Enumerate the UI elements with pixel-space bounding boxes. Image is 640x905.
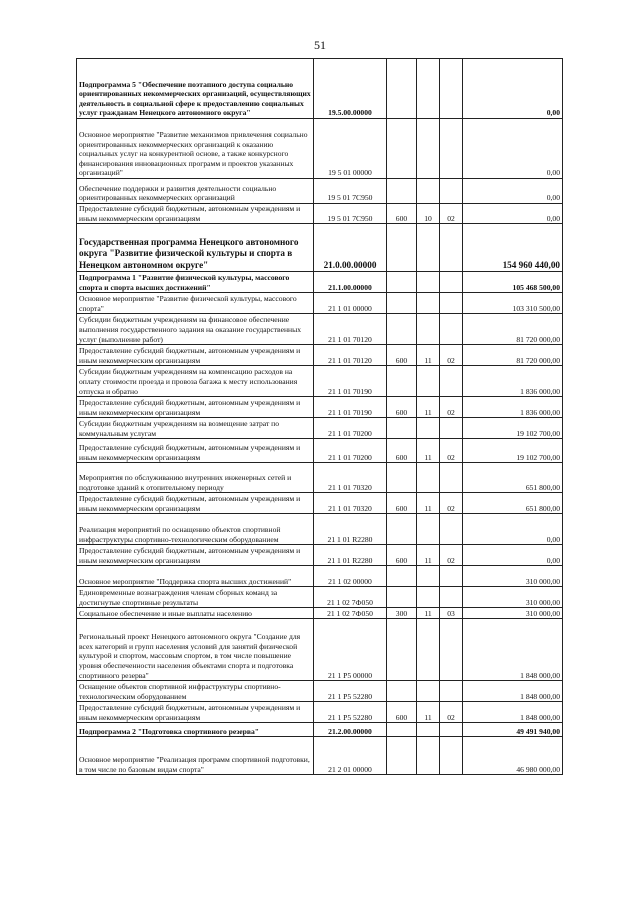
table-row <box>77 463 563 493</box>
row-code: 21 1 01 R2280 <box>314 514 387 545</box>
table-row <box>77 204 563 224</box>
row-rz: 11 <box>417 702 440 723</box>
row-sum: 0,00 <box>463 119 563 179</box>
row-sum: 0,00 <box>463 59 563 119</box>
row-pr <box>440 681 463 702</box>
row-code: 21 1 01 70200 <box>314 439 387 463</box>
row-pr <box>440 59 463 119</box>
row-code: 19 5 01 7С950 <box>314 179 387 204</box>
row-sum: 81 720 000,00 <box>463 314 563 345</box>
row-sum: 651 800,00 <box>463 463 563 493</box>
table-row <box>77 293 563 314</box>
row-code: 21 1 02 7Ф050 <box>314 587 387 608</box>
table-row <box>77 493 563 514</box>
row-vr <box>387 587 417 608</box>
row-vr <box>387 723 417 737</box>
row-code: 21.0.00.00000 <box>314 224 387 272</box>
row-sum: 1 848 000,00 <box>463 681 563 702</box>
row-name: Единовременные вознаграждения членам сборных команд за достигнутые спортивные результаты <box>77 587 314 608</box>
row-name: Предоставление субсидий бюджетным, автономным учреждениям и иным некоммерческим организациям <box>77 397 314 418</box>
row-sum: 19 102 700,00 <box>463 439 563 463</box>
row-name: Мероприятия по обслуживанию внутренних инженерных сетей и подготовке зданий к отопительному периоду <box>77 463 314 493</box>
row-code: 21.1.00.00000 <box>314 272 387 293</box>
row-vr: 600 <box>387 493 417 514</box>
row-name: Реализация мероприятий по оснащению объектов спортивной инфраструктуры спортивно-технологическим оборудованием <box>77 514 314 545</box>
table-row <box>77 681 563 702</box>
row-pr <box>440 224 463 272</box>
row-vr <box>387 224 417 272</box>
row-pr <box>440 723 463 737</box>
row-code: 21 1 Р5 52280 <box>314 681 387 702</box>
row-vr: 600 <box>387 439 417 463</box>
table-row <box>77 619 563 681</box>
row-rz <box>417 224 440 272</box>
row-code: 21 1 01 70120 <box>314 314 387 345</box>
row-sum: 46 980 000,00 <box>463 737 563 775</box>
row-code: 19 5 01 7С950 <box>314 204 387 224</box>
row-sum: 0,00 <box>463 514 563 545</box>
row-rz <box>417 566 440 587</box>
row-code: 21 1 01 70190 <box>314 397 387 418</box>
row-rz <box>417 681 440 702</box>
table-row <box>77 366 563 397</box>
row-name: Субсидии бюджетным учреждениям на компенсацию расходов на оплату стоимости проезда и провоза багажа к месту использования отпуска и обратно <box>77 366 314 397</box>
row-vr: 600 <box>387 204 417 224</box>
row-name: Основное мероприятие "Развитие механизмов привлечения социально ориентированных некоммерческих организаций к оказанию социальных услуг на конкурентной основе, а также конкурсного финансирования инновационных программ и проектов указанных организаций" <box>77 119 314 179</box>
row-pr <box>440 566 463 587</box>
row-pr <box>440 737 463 775</box>
row-sum: 81 720 000,00 <box>463 345 563 366</box>
row-vr <box>387 314 417 345</box>
row-pr: 02 <box>440 493 463 514</box>
row-pr <box>440 119 463 179</box>
row-rz: 11 <box>417 545 440 566</box>
row-name: Региональный проект Ненецкого автономного округа "Создание для всех категорий и групп населения условий для занятий физической культурой и спортом, массовым спортом, в том числе повышение уровня обеспеченности населения объектами спорта и подготовка спортивного резерва" <box>77 619 314 681</box>
row-rz: 11 <box>417 608 440 619</box>
row-rz <box>417 418 440 439</box>
row-name: Социальное обеспечение и иные выплаты населению <box>77 608 314 619</box>
row-code: 21 2 01 00000 <box>314 737 387 775</box>
row-code: 21 1 02 00000 <box>314 566 387 587</box>
row-vr <box>387 59 417 119</box>
row-name: Основное мероприятие "Развитие физической культуры, массового спорта" <box>77 293 314 314</box>
row-name: Подпрограмма 1 "Развитие физической культуры, массового спорта и спорта высших достижений" <box>77 272 314 293</box>
row-vr <box>387 619 417 681</box>
row-rz <box>417 272 440 293</box>
row-sum: 154 960 440,00 <box>463 224 563 272</box>
row-rz: 10 <box>417 204 440 224</box>
row-sum: 103 310 500,00 <box>463 293 563 314</box>
row-code: 19.5.00.00000 <box>314 59 387 119</box>
row-name: Основное мероприятие "Поддержка спорта высших достижений" <box>77 566 314 587</box>
table-row <box>77 737 563 775</box>
table-row <box>77 587 563 608</box>
table-row <box>77 224 563 272</box>
row-rz <box>417 514 440 545</box>
page-number: 51 <box>314 38 326 52</box>
row-vr: 600 <box>387 397 417 418</box>
row-code: 21.2.00.00000 <box>314 723 387 737</box>
row-rz <box>417 293 440 314</box>
row-rz <box>417 619 440 681</box>
row-pr <box>440 514 463 545</box>
table-row <box>77 702 563 723</box>
row-vr <box>387 179 417 204</box>
row-pr: 02 <box>440 439 463 463</box>
table-row <box>77 397 563 418</box>
row-vr <box>387 366 417 397</box>
table-row <box>77 514 563 545</box>
row-vr <box>387 566 417 587</box>
row-name: Предоставление субсидий бюджетным, автономным учреждениям и иным некоммерческим организациям <box>77 439 314 463</box>
row-rz <box>417 119 440 179</box>
row-vr: 600 <box>387 345 417 366</box>
row-rz <box>417 179 440 204</box>
row-code: 21 1 01 R2280 <box>314 545 387 566</box>
row-rz: 11 <box>417 439 440 463</box>
row-name: Субсидии бюджетным учреждениям на финансовое обеспечение выполнения государственного задания на оказание государственных услуг (выполнение работ) <box>77 314 314 345</box>
row-pr <box>440 463 463 493</box>
row-vr <box>387 293 417 314</box>
row-vr <box>387 681 417 702</box>
row-sum: 49 491 940,00 <box>463 723 563 737</box>
row-name: Предоставление субсидий бюджетным, автономным учреждениям и иным некоммерческим организациям <box>77 545 314 566</box>
row-name: Предоставление субсидий бюджетным, автономным учреждениям и иным некоммерческим организациям <box>77 204 314 224</box>
table-row <box>77 723 563 737</box>
table-row <box>77 545 563 566</box>
row-sum: 0,00 <box>463 204 563 224</box>
row-rz <box>417 366 440 397</box>
row-code: 21 1 01 70320 <box>314 463 387 493</box>
row-rz <box>417 314 440 345</box>
row-sum: 1 848 000,00 <box>463 619 563 681</box>
row-sum: 310 000,00 <box>463 608 563 619</box>
row-rz: 11 <box>417 397 440 418</box>
row-rz <box>417 587 440 608</box>
row-code: 21 1 01 70320 <box>314 493 387 514</box>
row-code: 21 1 Р5 52280 <box>314 702 387 723</box>
row-vr: 600 <box>387 702 417 723</box>
table-row <box>77 59 563 119</box>
row-name: Предоставление субсидий бюджетным, автономным учреждениям и иным некоммерческим организациям <box>77 345 314 366</box>
table-row <box>77 608 563 619</box>
table-row <box>77 314 563 345</box>
row-sum: 1 836 000,00 <box>463 366 563 397</box>
row-vr <box>387 463 417 493</box>
row-sum: 651 800,00 <box>463 493 563 514</box>
row-code: 21 1 02 7Ф050 <box>314 608 387 619</box>
table-row <box>77 345 563 366</box>
row-name: Субсидии бюджетным учреждениям на возмещение затрат по коммунальным услугам <box>77 418 314 439</box>
row-pr <box>440 366 463 397</box>
row-pr: 02 <box>440 545 463 566</box>
row-pr <box>440 587 463 608</box>
row-vr: 600 <box>387 545 417 566</box>
row-pr <box>440 293 463 314</box>
row-name: Обеспечение поддержки и развития деятельности социально ориентированных некоммерческих организаций <box>77 179 314 204</box>
row-vr: 300 <box>387 608 417 619</box>
row-sum: 0,00 <box>463 179 563 204</box>
row-sum: 310 000,00 <box>463 566 563 587</box>
table-row <box>77 566 563 587</box>
row-vr <box>387 418 417 439</box>
row-pr: 02 <box>440 204 463 224</box>
row-sum: 105 468 500,00 <box>463 272 563 293</box>
row-name: Основное мероприятие "Реализация программ спортивной подготовки, в том числе по базовым видам спорта" <box>77 737 314 775</box>
row-sum: 0,00 <box>463 545 563 566</box>
row-code: 21 1 01 70120 <box>314 345 387 366</box>
row-rz <box>417 463 440 493</box>
row-name: Предоставление субсидий бюджетным, автономным учреждениям и иным некоммерческим организациям <box>77 493 314 514</box>
budget-table-body <box>77 59 563 775</box>
row-vr <box>387 272 417 293</box>
row-pr <box>440 179 463 204</box>
table-row <box>77 439 563 463</box>
row-pr <box>440 314 463 345</box>
row-vr <box>387 737 417 775</box>
row-rz: 11 <box>417 345 440 366</box>
row-pr <box>440 272 463 293</box>
row-code: 21 1 01 70200 <box>314 418 387 439</box>
row-rz <box>417 737 440 775</box>
row-sum: 1 848 000,00 <box>463 702 563 723</box>
row-pr: 02 <box>440 397 463 418</box>
budget-table <box>76 58 563 775</box>
row-code: 21 1 01 00000 <box>314 293 387 314</box>
table-row <box>77 272 563 293</box>
row-vr <box>387 514 417 545</box>
table-row <box>77 119 563 179</box>
row-rz: 11 <box>417 493 440 514</box>
table-row <box>77 418 563 439</box>
row-rz <box>417 59 440 119</box>
row-sum: 1 836 000,00 <box>463 397 563 418</box>
row-code: 21 1 01 70190 <box>314 366 387 397</box>
row-pr: 02 <box>440 345 463 366</box>
row-pr <box>440 619 463 681</box>
row-vr <box>387 119 417 179</box>
row-code: 21 1 Р5 00000 <box>314 619 387 681</box>
row-name: Предоставление субсидий бюджетным, автономным учреждениям и иным некоммерческим организациям <box>77 702 314 723</box>
row-name: Государственная программа Ненецкого автономного округа "Развитие физической культуры и спорта в Ненецком автономном округе" <box>77 224 314 272</box>
row-code: 19 5 01 00000 <box>314 119 387 179</box>
row-pr <box>440 418 463 439</box>
row-pr: 02 <box>440 702 463 723</box>
row-sum: 19 102 700,00 <box>463 418 563 439</box>
row-name: Подпрограмма 5 "Обеспечение поэтапного доступа социально ориентированных некоммерческих организаций, осуществляющих деятельность в социальной сфере к предоставлению социальных услуг гражданам Ненецкого автономного округа" <box>77 59 314 119</box>
table-row <box>77 179 563 204</box>
row-name: Подпрограмма 2 "Подготовка спортивного резерва" <box>77 723 314 737</box>
row-sum: 310 000,00 <box>463 587 563 608</box>
row-pr: 03 <box>440 608 463 619</box>
row-name: Оснащение объектов спортивной инфраструктуры спортивно-технологическим оборудованием <box>77 681 314 702</box>
row-rz <box>417 723 440 737</box>
